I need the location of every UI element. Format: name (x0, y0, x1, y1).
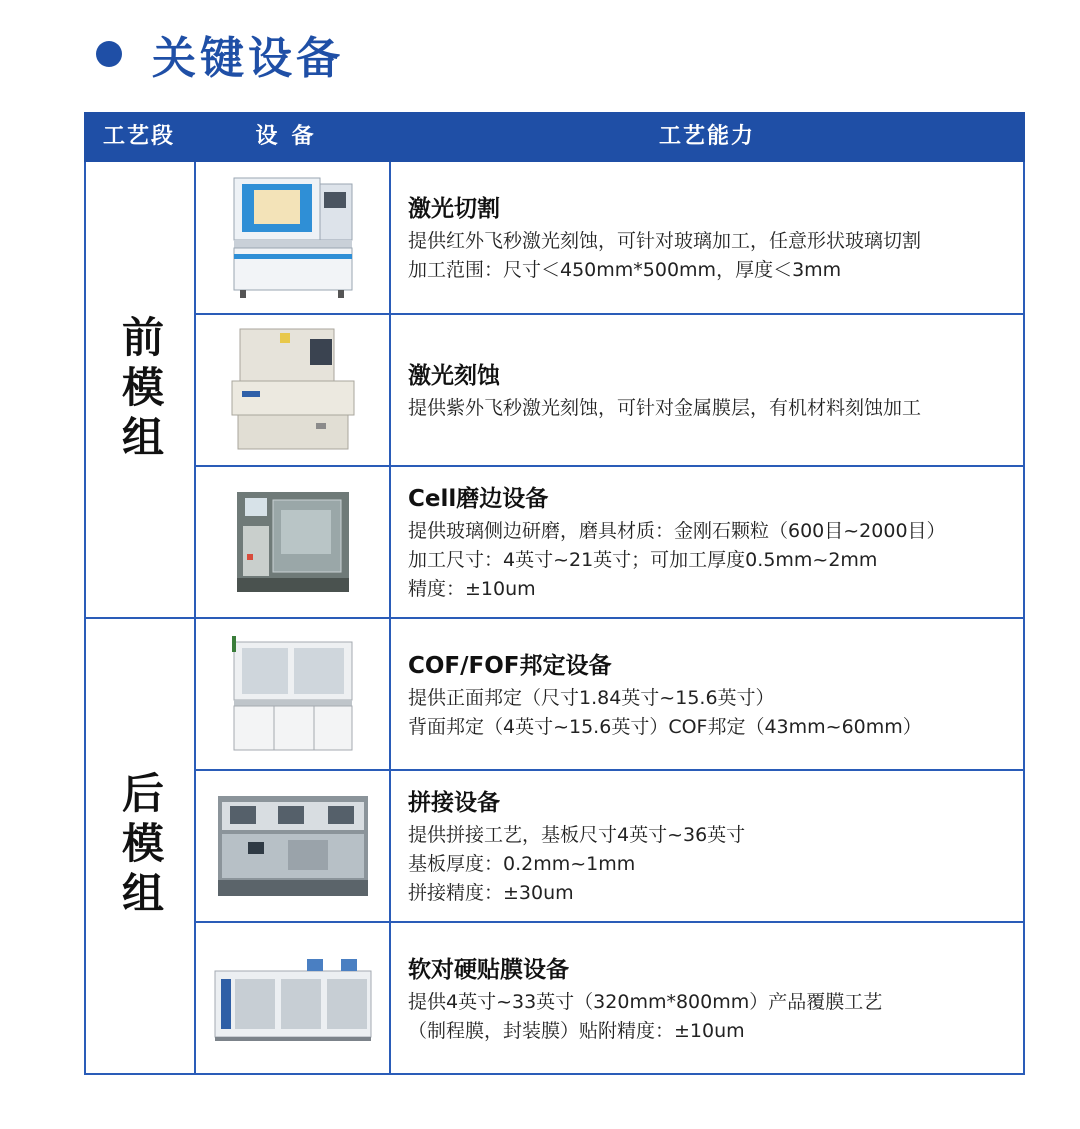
group-front-module (86, 162, 194, 617)
header-equipment: 设备 (255, 124, 328, 149)
edge-grinding-machine-image (196, 467, 389, 617)
capability-line: 提供拼接工艺，基板尺寸4英寸~36英寸 (408, 824, 746, 846)
capability-line: 提供正面邦定（尺寸1.84英寸~15.6英寸） (408, 686, 775, 709)
table-row (196, 467, 1025, 617)
capability-line: 提供红外飞秒激光刻蚀，可针对玻璃加工，任意形状玻璃切割 (408, 230, 922, 252)
equipment-name: Cell磨边设备 (408, 486, 549, 512)
capability-line: （制程膜，封装膜）贴附精度：±10um (408, 1019, 745, 1042)
laser-etching-machine-image (196, 315, 389, 465)
group-label: 前模组 (116, 314, 165, 465)
capability-cell (408, 467, 1019, 617)
header-stage: 工艺段 (102, 124, 175, 149)
capability-cell (408, 923, 1019, 1073)
capability-cell (408, 619, 1019, 769)
page-title-block (96, 22, 344, 86)
capability-line: 背面邦定（4英寸~15.6英寸）COF邦定（43mm~60mm） (408, 715, 922, 738)
capability-line: 精度：±10um (408, 578, 536, 600)
equipment-name: 激光切割 (408, 196, 500, 222)
equipment-table (84, 112, 1025, 1075)
capability-line: 提供4英寸~33英寸（320mm*800mm）产品覆膜工艺 (408, 990, 883, 1013)
table-row (196, 619, 1025, 769)
splicing-machine-image (196, 771, 389, 921)
group-label: 后模组 (116, 771, 165, 921)
header-capability: 工艺能力 (658, 124, 755, 149)
capability-cell (408, 162, 1019, 313)
lamination-machine-image (196, 923, 389, 1073)
group-back-module (86, 619, 194, 1073)
table-body (84, 162, 1025, 1075)
table-row (196, 923, 1025, 1073)
equipment-name: 软对硬贴膜设备 (408, 956, 569, 983)
equipment-name: COF/FOF邦定设备 (408, 652, 612, 679)
table-row (196, 162, 1025, 313)
capability-line: 加工尺寸：4英寸~21英寸；可加工厚度0.5mm~2mm (408, 549, 878, 571)
bullet-dot-icon (96, 41, 122, 67)
page-title: 关键设备 (152, 33, 344, 84)
laser-cutting-machine-image (196, 162, 389, 313)
table-row (196, 315, 1025, 465)
capability-line: 提供紫外飞秒激光刻蚀，可针对金属膜层，有机材料刻蚀加工 (408, 397, 922, 419)
capability-cell (408, 771, 1019, 921)
capability-line: 基板厚度：0.2mm~1mm (408, 853, 636, 875)
bonding-machine-image (196, 619, 389, 769)
equipment-name: 激光刻蚀 (408, 363, 500, 389)
capability-cell (408, 315, 1019, 465)
equipment-name: 拼接设备 (408, 790, 500, 816)
table-row (196, 771, 1025, 921)
table-header (84, 112, 1025, 162)
capability-line: 加工范围：尺寸＜450mm*500mm，厚度＜3mm (408, 259, 842, 281)
capability-line: 提供玻璃侧边研磨，磨具材质：金刚石颗粒（600目~2000目） (408, 520, 946, 542)
capability-line: 拼接精度：±30um (408, 882, 574, 904)
